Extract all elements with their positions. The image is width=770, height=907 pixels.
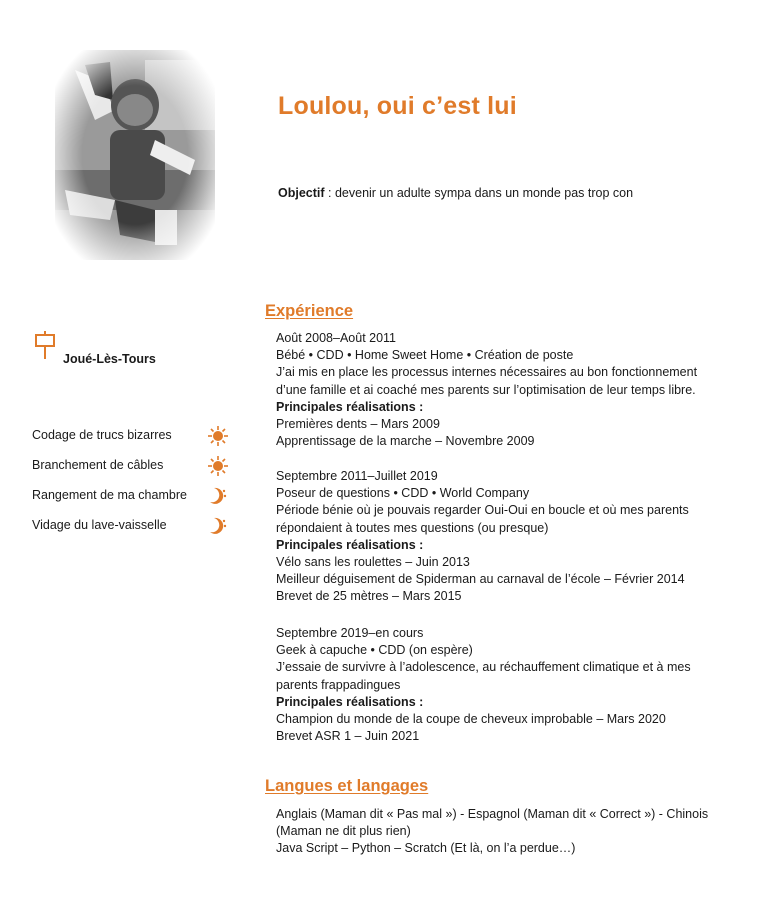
- languages-line: Anglais (Maman dit « Pas mal ») - Espagnol (Maman dit « Correct ») - Chinois: [276, 807, 709, 821]
- job-description: répondaient à toutes mes questions (ou presque): [276, 520, 549, 535]
- achievement: Brevet ASR 1 – Juin 2021: [276, 729, 420, 744]
- section-title-experience: Expérience: [265, 302, 354, 320]
- job-role: Geek à capuche • CDD (on espère): [276, 643, 473, 658]
- hobby-item: [32, 457, 232, 487]
- objective: [278, 186, 633, 200]
- achievements-label: Principales réalisations :: [276, 399, 424, 414]
- profile-photo: [55, 50, 215, 260]
- job-description: J’ai mis en place les processus internes nécessaires au bon fonctionnement: [276, 365, 698, 380]
- hobby-label: Vidage du lave-vaisselle: [32, 518, 167, 532]
- objective-text: : devenir un adulte sympa dans un monde pas trop con: [324, 186, 634, 200]
- achievements-label: Principales réalisations :: [276, 537, 424, 552]
- job-description: Période bénie où je pouvais regarder Oui-Oui en boucle et où mes parents: [276, 503, 689, 518]
- hobby-item: [32, 487, 232, 517]
- page-title: Loulou, oui c’est lui: [278, 92, 517, 120]
- job-entry: [276, 330, 746, 450]
- sun-icon: [207, 425, 229, 447]
- job-description: J’essaie de survivre à l’adolescence, au réchauffement climatique et à mes: [276, 660, 691, 675]
- hobby-item: [32, 517, 232, 547]
- objective-label: Objectif: [278, 186, 325, 200]
- moon-icon: [207, 485, 229, 507]
- achievement: Meilleur déguisement de Spiderman au carnaval de l’école – Février 2014: [276, 572, 685, 587]
- job-period: Septembre 2019–en cours: [276, 626, 424, 640]
- achievement: Vélo sans les roulettes – Juin 2013: [276, 555, 470, 570]
- hobbies-list: [32, 427, 232, 547]
- languages-block: [276, 806, 746, 858]
- moon-icon: [207, 515, 229, 537]
- hobby-label: Rangement de ma chambre: [32, 488, 187, 502]
- hobby-label: Branchement de câbles: [32, 458, 164, 472]
- job-description: parents frappadingues: [276, 677, 401, 692]
- job-role: Bébé • CDD • Home Sweet Home • Création de poste: [276, 348, 574, 363]
- job-entry: [276, 468, 746, 606]
- signpost-icon: [34, 330, 56, 360]
- achievement: Brevet de 25 mètres – Mars 2015: [276, 589, 462, 604]
- hobby-item: [32, 427, 232, 457]
- achievement: Apprentissage de la marche – Novembre 2009: [276, 434, 535, 449]
- job-period: Août 2008–Août 2011: [276, 331, 397, 345]
- job-period: Septembre 2011–Juillet 2019: [276, 469, 438, 483]
- achievement: Premières dents – Mars 2009: [276, 417, 440, 432]
- hobby-label: Codage de trucs bizarres: [32, 428, 172, 442]
- job-description: d’une famille et ai coaché mes parents sur l’optimisation de leur temps libre.: [276, 382, 696, 397]
- location: Joué-Lès-Tours: [63, 352, 156, 366]
- achievements-label: Principales réalisations :: [276, 694, 424, 709]
- languages-line: Java Script – Python – Scratch (Et là, on l’a perdue…): [276, 841, 576, 856]
- achievement: Champion du monde de la coupe de cheveux improbable – Mars 2020: [276, 712, 666, 727]
- languages-line: (Maman ne dit plus rien): [276, 824, 411, 839]
- job-role: Poseur de questions • CDD • World Company: [276, 486, 530, 501]
- section-title-languages: Langues et langages: [265, 777, 429, 795]
- job-entry: [276, 625, 746, 745]
- sun-icon: [207, 455, 229, 477]
